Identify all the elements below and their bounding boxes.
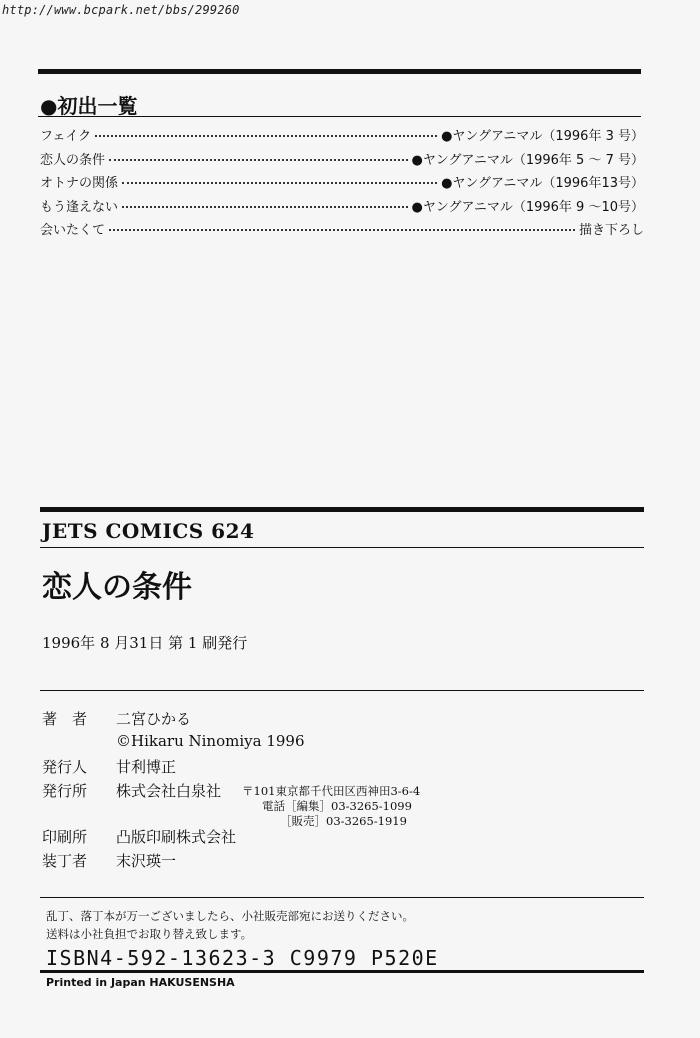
publisher-name: 株式会社白泉社 — [116, 782, 222, 800]
credits-top-rule — [40, 690, 644, 691]
publisher-person-name: 甘利博正 — [116, 758, 177, 776]
toc-leader-dots — [109, 229, 575, 231]
toc-leader-dots — [122, 206, 408, 208]
toc-entry — [40, 219, 644, 243]
toc-entry-source: ●ヤングアニマル（1996年 9 〜10号） — [411, 199, 644, 215]
publisher-person-label: 発行人 — [42, 758, 88, 776]
toc-heading: ●初出一覧 — [40, 94, 138, 118]
phone-sales: ［販売］03-3265-1919 — [280, 814, 407, 828]
printer-label: 印刷所 — [42, 828, 88, 846]
designer-label: 装丁者 — [42, 852, 88, 870]
copyright-notice: ©Hikaru Ninomiya 1996 — [116, 732, 305, 750]
toc-entry-title: 会いたくて — [40, 223, 106, 238]
series-rule — [40, 547, 644, 548]
isbn-bottom-rule — [40, 970, 644, 973]
publisher-label: 発行所 — [42, 782, 88, 800]
publication-date: 1996年 8 月31日 第 1 刷発行 — [42, 634, 248, 652]
top-thick-rule — [38, 69, 641, 74]
first-appearance-list — [40, 125, 644, 243]
toc-entry-title: オトナの関係 — [40, 176, 119, 191]
author-name: 二宮ひかる — [116, 710, 192, 728]
toc-entry-source: ●ヤングアニマル（1996年 3 号） — [441, 129, 644, 144]
series-name: JETS COMICS 624 — [42, 519, 255, 543]
toc-entry-title: もう逢えない — [40, 199, 119, 215]
colophon-thick-rule — [40, 507, 644, 512]
publisher-address-block — [242, 784, 420, 829]
notice-line-2: 送料は小社負担でお取り替え致します。 — [46, 927, 253, 941]
notice-top-rule — [40, 897, 644, 898]
printer-name: 凸版印刷株式会社 — [116, 828, 237, 846]
toc-entry — [40, 149, 644, 173]
toc-leader-dots — [109, 159, 408, 161]
publisher-address: 〒101東京都千代田区西神田3-6-4 — [242, 784, 421, 798]
toc-entry — [40, 172, 644, 196]
notice-line-1: 乱丁、落丁本が万一ございましたら、小社販売部宛にお送りください。 — [46, 909, 414, 923]
toc-leader-dots — [122, 182, 437, 184]
replacement-notice — [46, 907, 414, 943]
book-title: 恋人の条件 — [42, 570, 192, 605]
isbn-code: ISBN4-592-13623-3 C9979 P520E — [46, 946, 439, 970]
toc-leader-dots — [95, 135, 437, 137]
toc-entry-source: ●ヤングアニマル（1996年13号） — [441, 176, 644, 191]
toc-entry — [40, 125, 644, 149]
toc-entry-title: フェイク — [40, 129, 92, 144]
toc-entry-source: 描き下ろし — [578, 223, 644, 238]
designer-name: 末沢瑛一 — [116, 852, 177, 870]
printed-in-line: Printed in Japan HAKUSENSHA — [46, 976, 235, 989]
toc-entry-source: ●ヤングアニマル（1996年 5 〜 7 号） — [411, 152, 644, 168]
author-label: 著 者 — [42, 710, 88, 728]
toc-entry — [40, 196, 644, 220]
watermark-url: http://www.bcpark.net/bbs/299260 — [2, 3, 240, 17]
phone-editorial: 電話［編集］03-3265-1099 — [262, 799, 412, 813]
toc-entry-title: 恋人の条件 — [40, 152, 106, 168]
